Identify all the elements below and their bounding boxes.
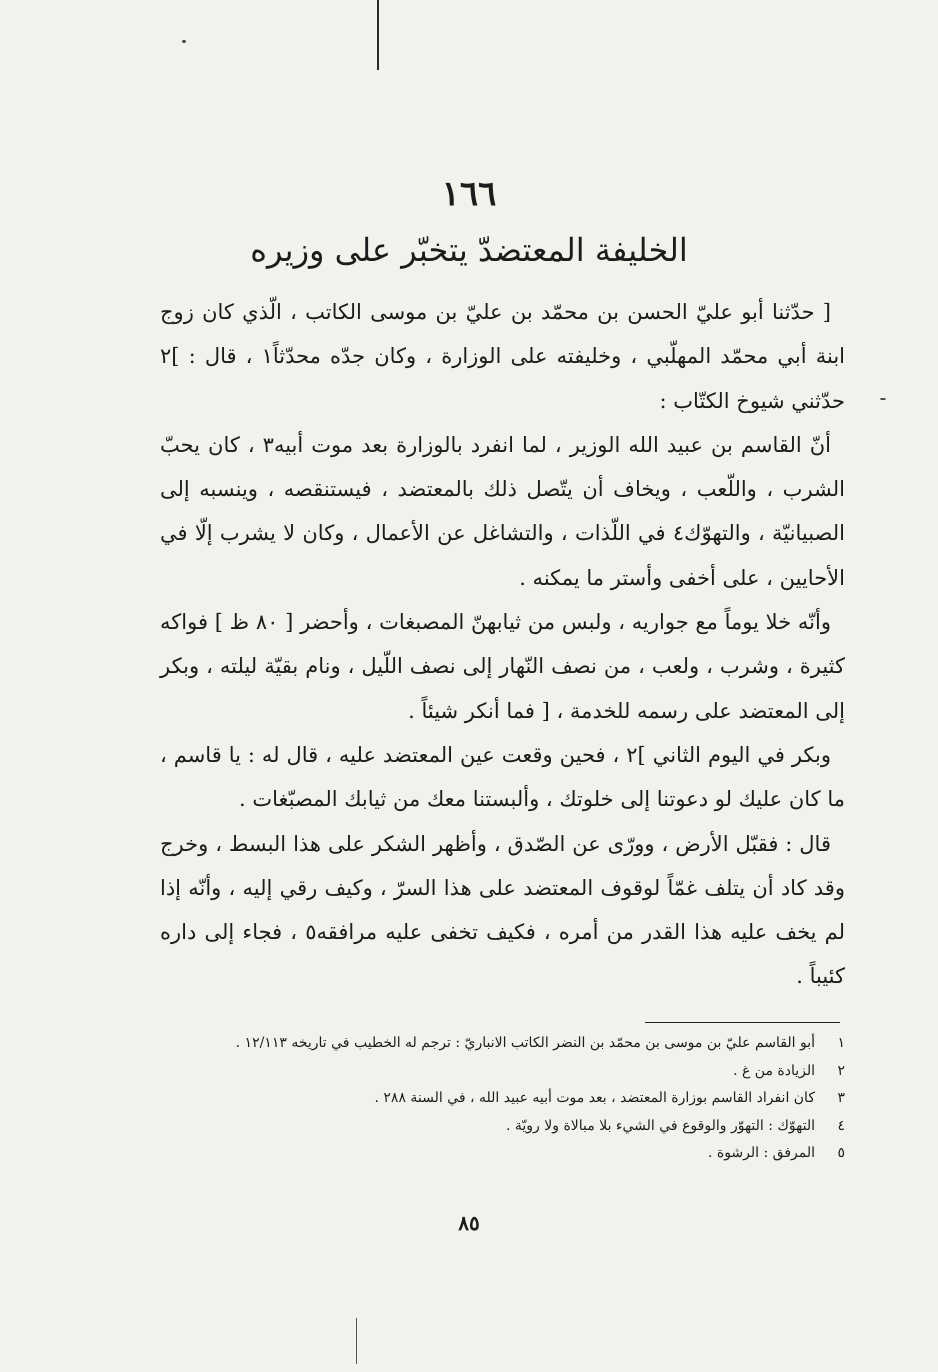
footnote xyxy=(160,1058,845,1086)
paragraph: [ حدّثنا أبو عليّ الحسن بن محمّد بن عليّ بن موسى الكاتب ، الّذي كان زوج ابنة أبي محمّد المهلّبي ، وخليفته على الوزارة ، وكان جدّه محدّثاً١ ، قال : ]٢ حدّثني شيوخ الكتّاب : xyxy=(160,300,845,413)
paragraph: وأنّه خلا يوماً مع جواريه ، ولبس من ثيابهنّ المصبغات ، وأحضر [ ٨٠ ظ ] فواكه كثيرة ، وشرب ، ولعب ، من نصف النّهار إلى نصف اللّيل ، ونام بقيّة ليلته ، وبكر إلى المعتضد على رسمه للخدمة ، [ فما أنكر شيئاً . xyxy=(160,610,845,723)
footnote xyxy=(160,1113,845,1141)
footnote-divider xyxy=(645,1022,840,1023)
footnote-text: الزيادة من غ . xyxy=(733,1062,815,1079)
scan-speck xyxy=(880,398,886,400)
footnote-number: ٢ xyxy=(837,1062,845,1079)
footnote xyxy=(160,1140,845,1168)
footnote-number: ٥ xyxy=(837,1145,845,1161)
gutter-line-bottom xyxy=(356,1318,357,1364)
footnote-number: ٣ xyxy=(837,1090,845,1106)
chapter-number: ١٦٦ xyxy=(441,174,497,214)
paragraph: وبكر في اليوم الثاني ]٢ ، فحين وقعت عين المعتضد عليه ، قال له : يا قاسم ، ما كان عليك لو دعوتنا إلى خلوتك ، وألبستنا معك من ثيابك المصبّغات . xyxy=(160,742,845,812)
paragraph: قال : فقبّل الأرض ، وورّى عن الصّدق ، وأظهر الشكر على هذا البسط ، وخرج وقد كاد أن يتلف غمّاً لوقوف المعتضد على هذا السرّ ، وكيف رقي إليه ، وأنّه إذا لم يخف عليه هذا القدر من أمره ، فكيف تخفى عليه مرافقه٥ ، فجاء إلى داره كئيباً . xyxy=(160,831,846,989)
body-text xyxy=(160,290,845,999)
scan-speck xyxy=(182,40,186,43)
footnote-text: المرفق : الرشوة . xyxy=(707,1145,815,1161)
footnote-number: ٤ xyxy=(837,1117,845,1134)
page-number: ٨٥ xyxy=(458,1211,480,1235)
paragraph: أنّ القاسم بن عبيد الله الوزير ، لما انفرد بالوزارة بعد موت أبيه٣ ، كان يحبّ الشرب ، واللّعب ، ويخاف أن يتّصل ذلك بالمعتضد ، فيستنقصه ، وينسبه إلى الصبيانيّة ، والتهوّك٤ في اللّذات ، والتشاغل عن الأعمال ، وكان لا يشرب إلّا في الأحايين ، على أخفى وأستر ما يمكنه . xyxy=(160,432,845,590)
gutter-line-top xyxy=(377,0,379,70)
footnote xyxy=(160,1030,845,1058)
chapter-title: الخليفة المعتضدّ يتخبّر على وزيره xyxy=(250,231,688,269)
footnote-text: التهوّك : التهوّر والوقوع في الشيء بلا مبالاة ولا رويّة . xyxy=(505,1117,815,1134)
footnote-text: كان انفراد القاسم بوزارة المعتضد ، بعد موت أبيه عبيد الله ، في السنة ٢٨٨ . xyxy=(374,1090,815,1106)
footnote-number: ١ xyxy=(837,1035,845,1051)
footnote-text: أبو القاسم عليّ بن موسى بن محمّد بن النضر الكاتب الانباريّ : ترجم له الخطيب في تاريخه ١٢/١١٣ . xyxy=(235,1035,815,1051)
footnotes xyxy=(160,1030,845,1168)
footnote xyxy=(160,1085,845,1113)
